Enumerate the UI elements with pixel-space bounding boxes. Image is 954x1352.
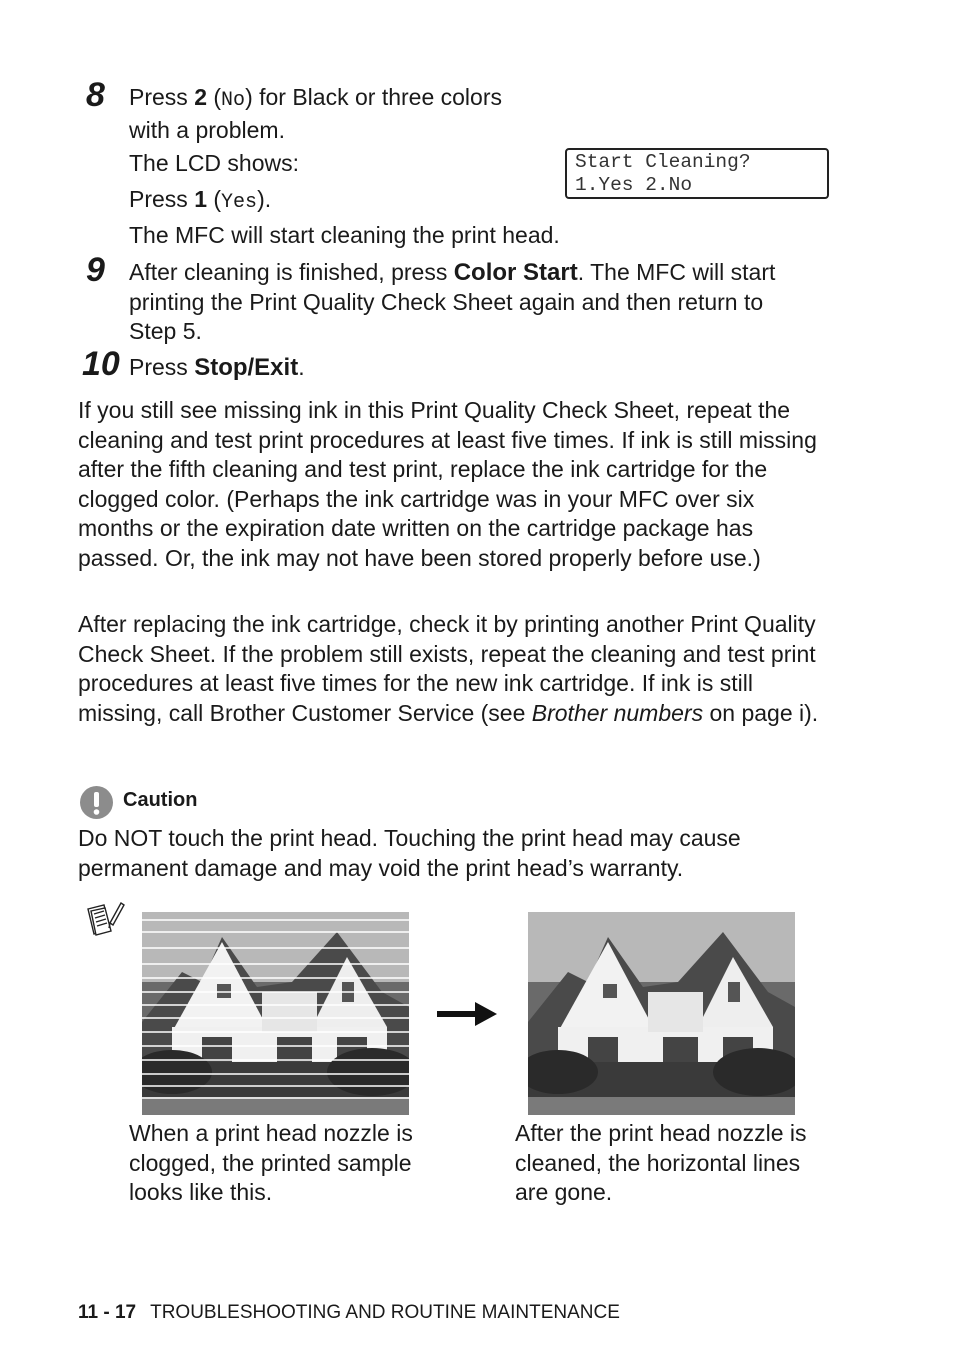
- step-number-9: 9: [86, 251, 105, 289]
- step-8-text: [129, 83, 549, 145]
- paragraph-missing-ink: If you still see missing ink in this Print Quality Check Sheet, repeat the cleaning and test print procedures at least five times. If ink is still missing after the fifth cleaning and test print, replace the ink cartridge for the clogged color. (Perhaps the ink cartridge was in your MFC over six months or the expiration date written on the cartridge package has passed. Or, the ink may not have been stored properly before use.): [78, 397, 817, 571]
- page-footer: [78, 1301, 620, 1325]
- step-9-line-3: Step 5.: [129, 318, 202, 344]
- option-no: No: [221, 89, 246, 112]
- step-9-text: [129, 258, 849, 347]
- lcd-line-1: Start Cleaning?: [575, 151, 751, 173]
- caution-label: Caution: [123, 789, 198, 811]
- key-stop-exit: Stop/Exit: [194, 354, 299, 381]
- step-8-line-1: Press 2 (No) for Black or three colors: [129, 84, 502, 112]
- lcd-line-2: 1.Yes 2.No: [575, 174, 693, 196]
- photo-cleaned-sample: [528, 912, 795, 1115]
- caption-clogged: When a print head nozzle is clogged, the printed sample looks like this.: [129, 1120, 413, 1205]
- key-color-start: Color Start: [453, 259, 578, 286]
- page-number: 11 - 17: [78, 1302, 137, 1323]
- step-10-text: Press Stop/Exit.: [129, 354, 305, 381]
- key-2: 2: [194, 84, 207, 110]
- brother-numbers-reference: Brother numbers: [531, 699, 704, 726]
- step-9-line-2: printing the Print Quality Check Sheet again and then return to: [129, 288, 764, 315]
- note-pencil-icon: [84, 899, 126, 939]
- lcd-display: [565, 148, 829, 199]
- option-yes: Yes: [221, 191, 258, 214]
- paragraph-after-replacing: After replacing the ink cartridge, check it by printing another Print Quality Check Sheet. If the problem still exists, repeat the cleaning and test print procedures at least five times for the new ink cartridge. If ink is still missing, call Brother Customer Service (see Brother numbers on page i).: [78, 611, 819, 726]
- lcd-shows-label: The LCD shows:: [129, 150, 300, 176]
- step-8-press-1: Press 1 (Yes).: [129, 186, 272, 214]
- section-title: TROUBLESHOOTING AND ROUTINE MAINTENANCE: [150, 1302, 620, 1323]
- step-9-line-1: After cleaning is finished, press Color Start. The MFC will start: [129, 259, 776, 286]
- key-1: 1: [194, 186, 207, 212]
- arrow-right-icon: [437, 1000, 497, 1028]
- step-8-line-2: with a problem.: [129, 116, 285, 143]
- step-number-8: 8: [86, 76, 105, 114]
- step-number-10: 10: [82, 345, 120, 383]
- caption-cleaned: After the print head nozzle is cleaned, the horizontal lines are gone.: [515, 1120, 807, 1205]
- step-8-result: The MFC will start cleaning the print head.: [129, 222, 560, 248]
- caution-icon: [80, 786, 113, 819]
- photo-clogged-sample: [142, 912, 409, 1115]
- caution-text: Do NOT touch the print head. Touching the print head may cause permanent damage and may void the print head’s warranty.: [78, 825, 741, 881]
